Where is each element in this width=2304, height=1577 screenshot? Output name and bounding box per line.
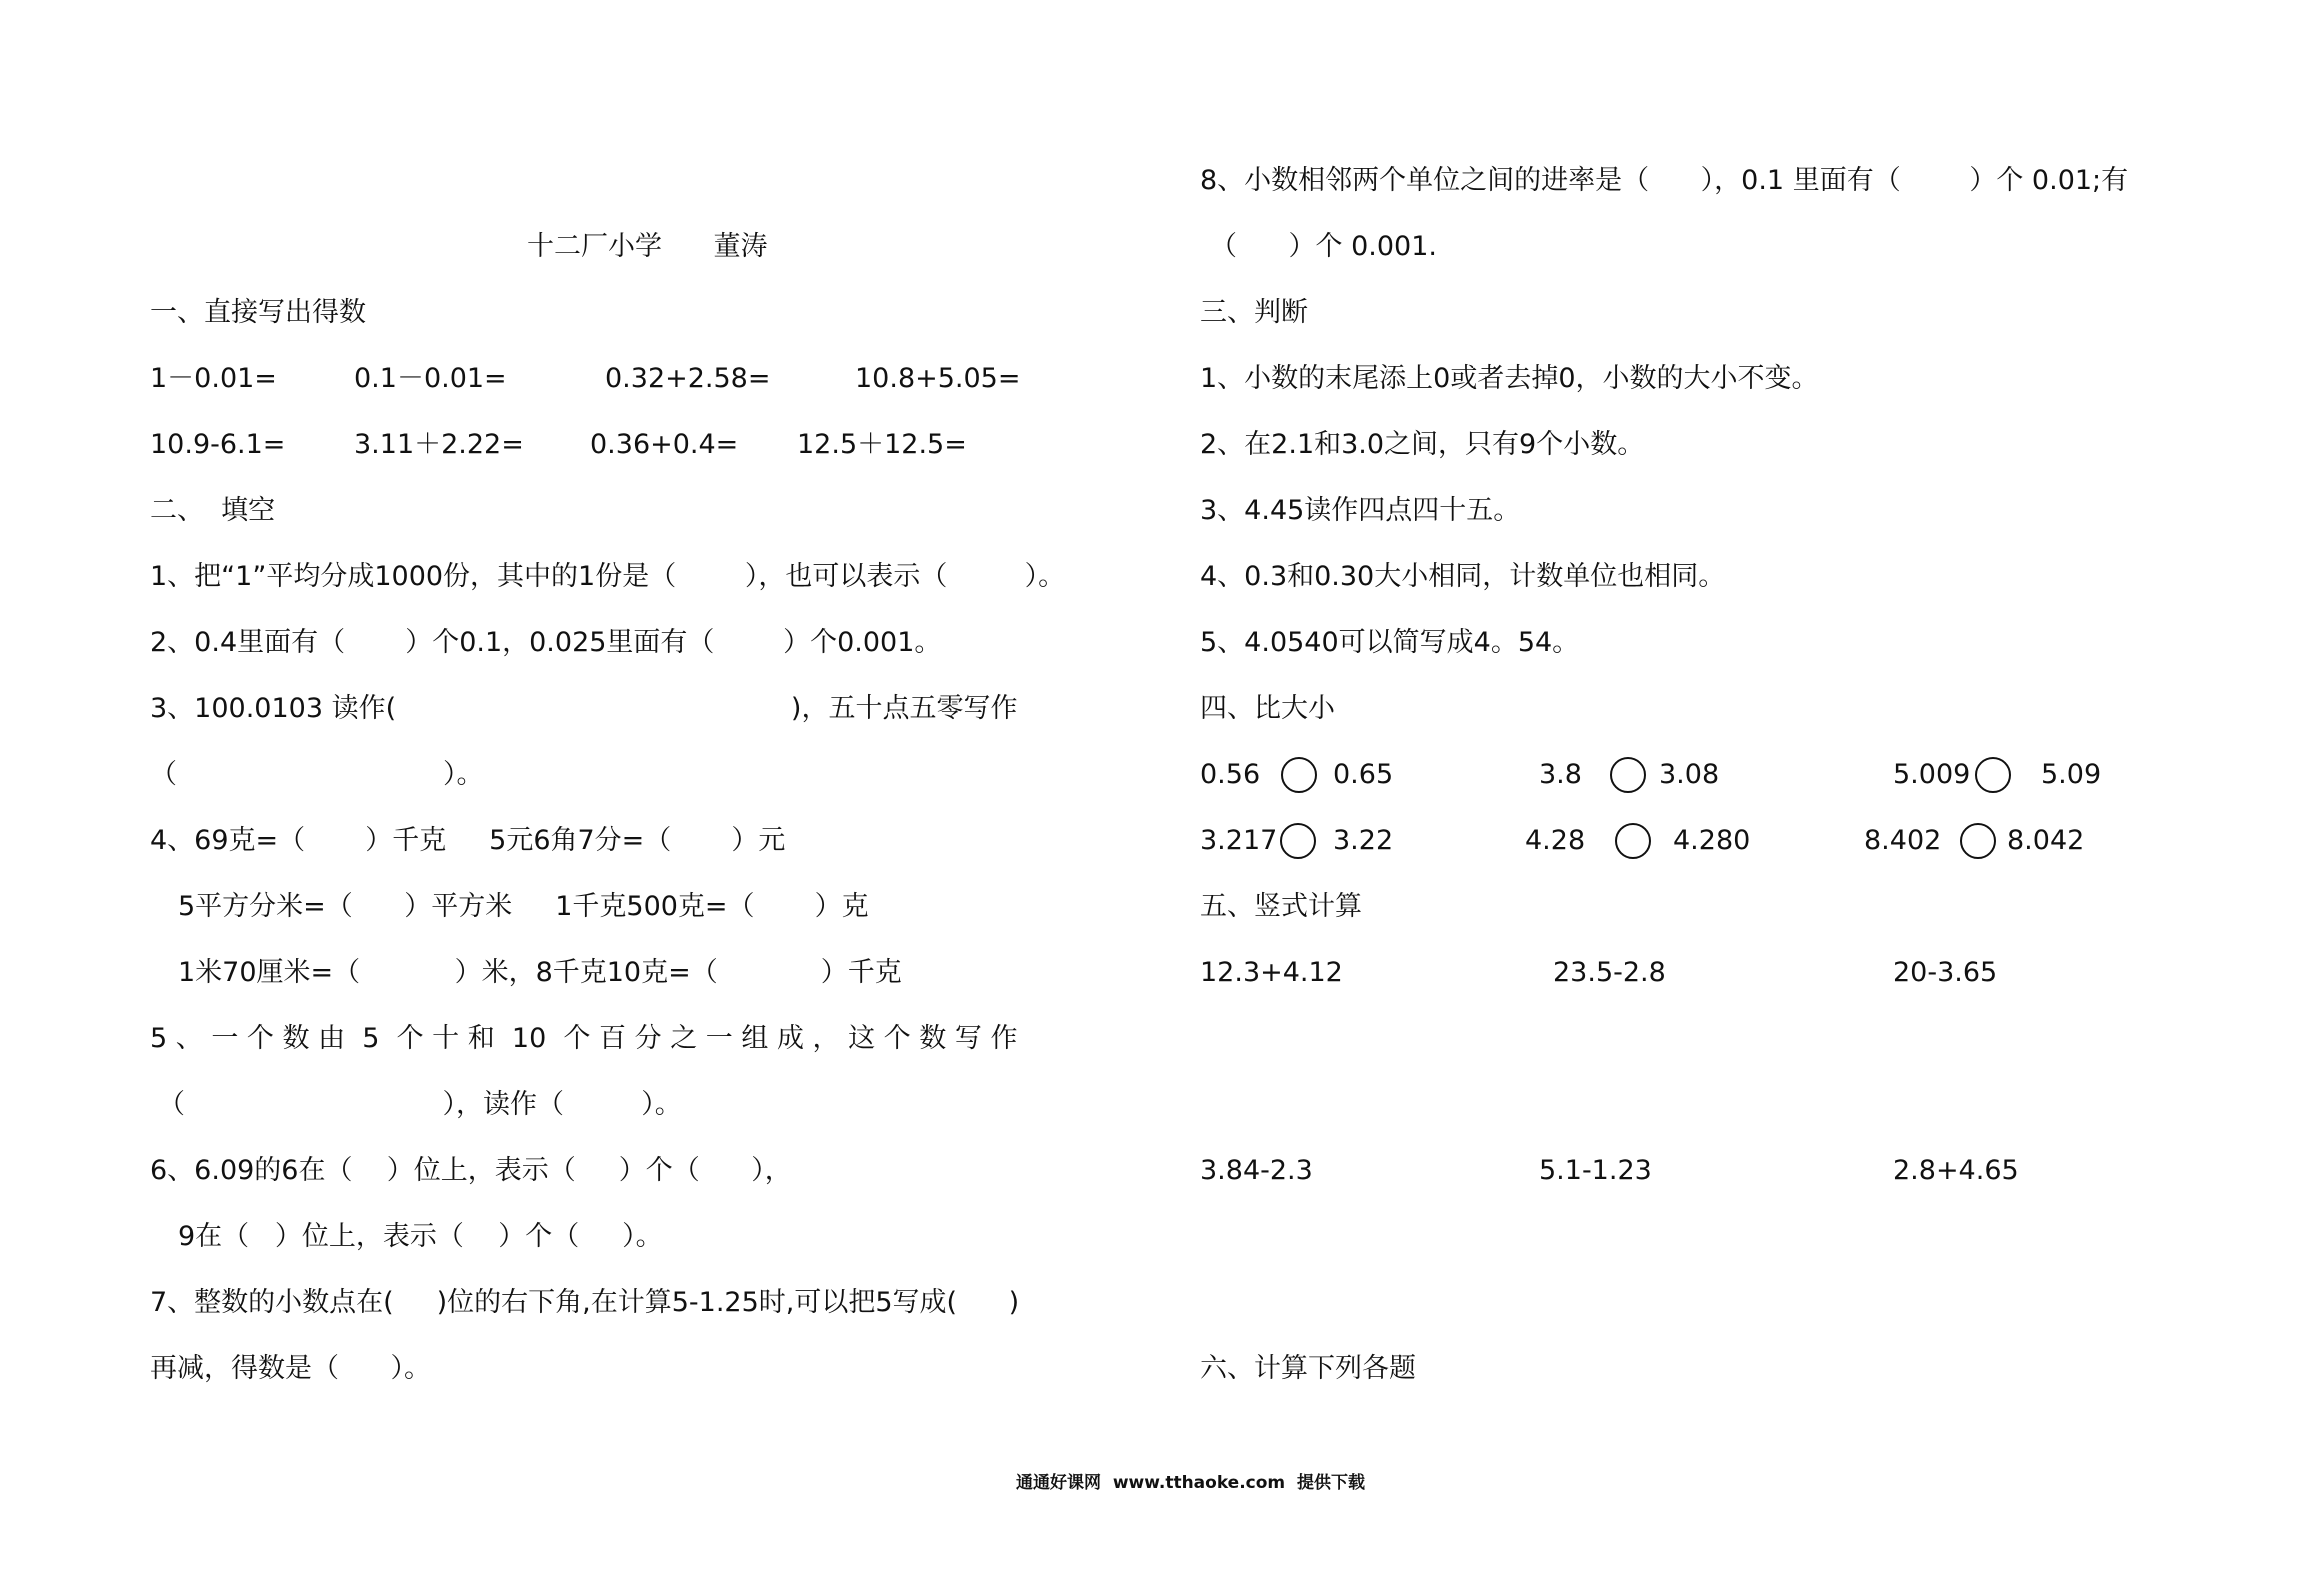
fill-q4-line1: 4、69克=（ ）千克 5元6角7分=（ ）元 [150,825,786,856]
compare-1-left: 0.56 [1200,759,1261,790]
compare-3-left: 5.009 [1893,759,1971,790]
compare-6-left: 8.402 [1864,825,1942,856]
fill-q2: 2、0.4里面有（ ）个0.1，0.025里面有（ ）个0.001。 [150,627,942,658]
judge-1: 1、小数的末尾添上0或者去掉0，小数的大小不变。 [1200,363,1819,394]
compare-5-right: 4.280 [1673,825,1751,856]
fill-q3-line1: 3、100.0103 读作( )，五十点五零写作 [150,693,1018,724]
section4-title: 四、比大小 [1200,693,1335,724]
compare-circle-2[interactable] [1610,757,1646,793]
footer-credit: 通通好课网 www.tthaoke.com 提供下载 [1016,1473,1365,1493]
compare-circle-3[interactable] [1975,757,2011,793]
vertical-calc-6: 2.8+4.65 [1893,1155,2019,1186]
vertical-calc-2: 23.5-2.8 [1553,957,1666,988]
section5-title: 五、竖式计算 [1200,891,1362,922]
compare-circle-5[interactable] [1615,823,1651,859]
judge-2: 2、在2.1和3.0之间，只有9个小数。 [1200,429,1645,460]
compare-circle-4[interactable] [1280,823,1316,859]
arith-3: 0.32+2.58= [605,363,771,394]
compare-circle-6[interactable] [1960,823,1996,859]
fill-q4-line3: 1米70厘米=（ ）米，8千克10克=（ ）千克 [178,957,902,988]
fill-q3-line2: （ ）。 [150,759,484,790]
fill-q6-line2: 9在（ ）位上，表示（ ）个（ ）。 [178,1221,663,1252]
compare-circle-1[interactable] [1281,757,1317,793]
fill-q8-line1: 8、小数相邻两个单位之间的进率是（ ），0.1 里面有（ ）个 0.01;有 [1200,165,2129,196]
compare-3-right: 5.09 [2041,759,2102,790]
vertical-calc-1: 12.3+4.12 [1200,957,1343,988]
compare-1-right: 0.65 [1333,759,1394,790]
section6-title: 六、计算下列各题 [1200,1353,1416,1384]
compare-6-right: 8.042 [2007,825,2085,856]
fill-q5-line2: （ ），读作（ ）。 [158,1089,682,1120]
arith-2: 0.1－0.01= [354,363,507,394]
judge-3: 3、4.45读作四点四十五。 [1200,495,1521,526]
section3-title: 三、判断 [1200,297,1308,328]
vertical-calc-5: 5.1-1.23 [1539,1155,1652,1186]
fill-q5-line1: 5 、 一 个 数 由 5 个 十 和 10 个 百 分 之 一 组 成 ， 这 个 数 写 作 [150,1023,1018,1054]
judge-5: 5、4.0540可以简写成4。54。 [1200,627,1580,658]
fill-q4-line2: 5平方分米=（ ）平方米 1千克500克=（ ）克 [178,891,869,922]
page-title: 十二厂小学 董涛 [527,231,768,262]
arith-8: 12.5＋12.5= [797,429,967,460]
vertical-calc-3: 20-3.65 [1893,957,1998,988]
arith-6: 3.11＋2.22= [354,429,524,460]
compare-4-right: 3.22 [1333,825,1394,856]
compare-2-right: 3.08 [1659,759,1720,790]
arith-7: 0.36+0.4= [590,429,739,460]
section2-title: 二、 填空 [150,495,276,526]
fill-q1: 1、把“1”平均分成1000份，其中的1份是（ ），也可以表示（ ）。 [150,561,1066,592]
fill-q7-line2: 再减，得数是（ ）。 [150,1353,431,1384]
compare-2-left: 3.8 [1539,759,1582,790]
judge-4: 4、0.3和0.30大小相同，计数单位也相同。 [1200,561,1726,592]
fill-q8-line2: （ ）个 0.001. [1210,231,1437,262]
compare-4-left: 3.217 [1200,825,1278,856]
compare-5-left: 4.28 [1525,825,1586,856]
arith-4: 10.8+5.05= [855,363,1021,394]
arith-5: 10.9-6.1= [150,429,286,460]
section1-title: 一、直接写出得数 [150,297,366,328]
arith-1: 1－0.01= [150,363,277,394]
fill-q6-line1: 6、6.09的6在（ ）位上，表示（ ）个（ ）， [150,1155,792,1186]
fill-q7-line1: 7、整数的小数点在( )位的右下角,在计算5-1.25时,可以把5写成( ) [150,1287,1020,1318]
vertical-calc-4: 3.84-2.3 [1200,1155,1313,1186]
